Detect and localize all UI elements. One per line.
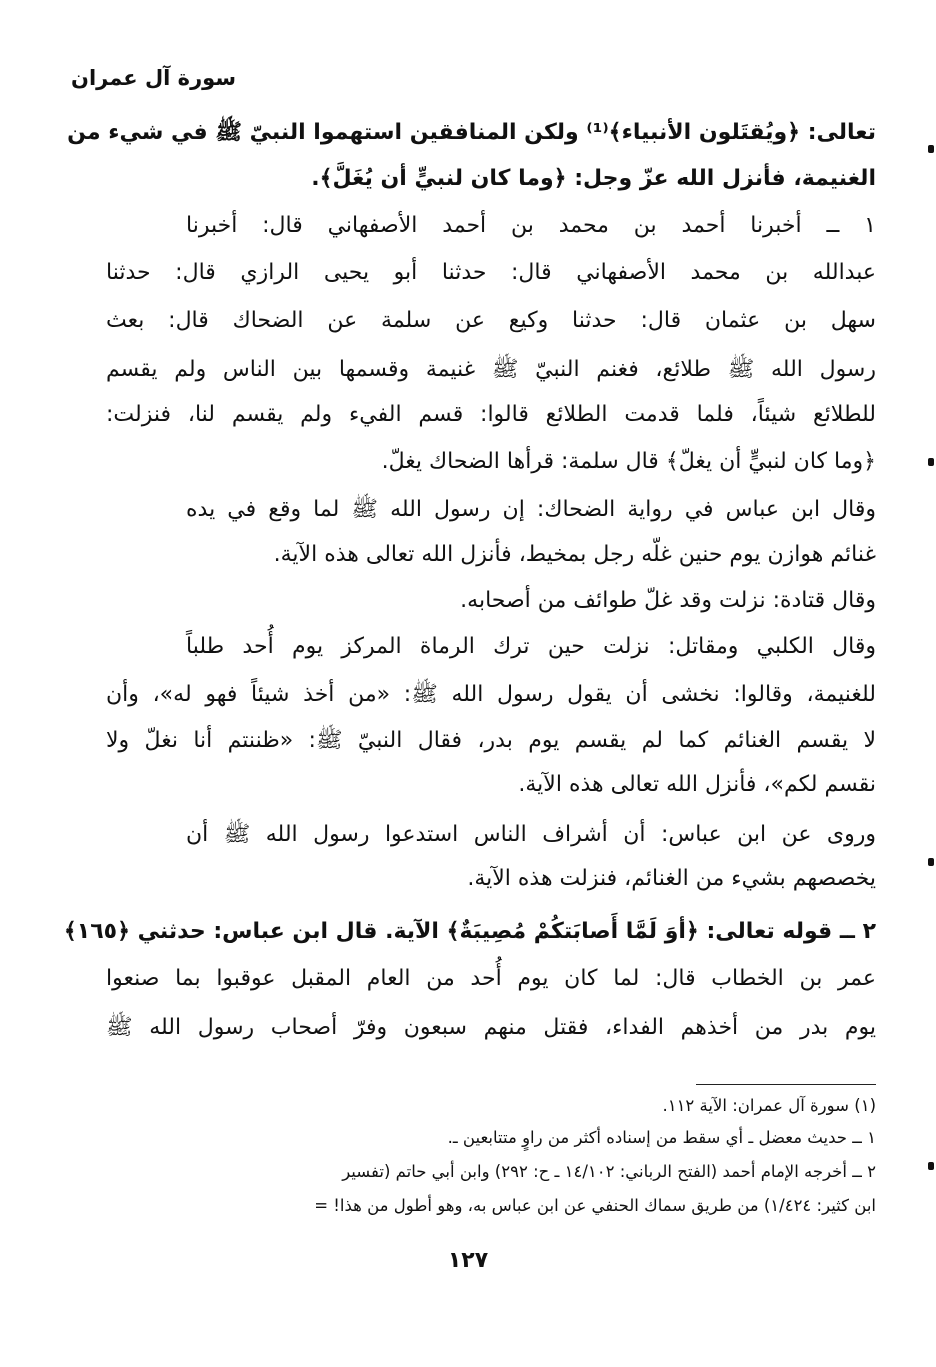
footnote-4: ابن كثير: ١/٤٢٤) من طريق سماك الحنفي عن ابن عباس به، وهو أطول من هذا! = [314, 1196, 876, 1215]
text-line-4: عبدالله بن محمد الأصفهاني قال: حدثنا أبو يحيى الرازي قال: حدثنا [106, 260, 876, 285]
scan-mark [928, 458, 934, 466]
text-line-2: الغنيمة، فأنزل الله عزّ وجل: ﴿وما كان لنبيٍّ أن يُغَلَّ﴾. [311, 166, 876, 191]
text-line-3: ١ ــ أخبرنا أحمد بن محمد بن أحمد الأصفهاني قال: أخبرنا [186, 213, 876, 238]
text-line-7: للطلائع شيئاً، فلما قدمت الطلائع قالوا: قسم الفيء ولم يقسم لنا، فنزلت: [106, 402, 876, 427]
text-line-15: نقسم لكم»، فأنزل الله تعالى هذه الآية. [518, 772, 876, 797]
text-line-14: لا يقسم الغنائم كما لم يقسم يوم بدر، فقال النبيّ ﷺ: «ظننتم أنا نغلّ ولا [106, 728, 876, 753]
text-line-6: رسول الله ﷺ طلائع، فغنم النبيّ ﷺ غنيمة وقسمها بين الناس ولم يقسم [106, 357, 876, 382]
footnote-3: ٢ ــ أخرجه الإمام أحمد (الفتح الرباني: ١٤/١٠٢ ـ ح: ٢٩٢) وابن أبي حاتم (تفسير [342, 1162, 876, 1181]
text-line-20: يوم بدر من أخذهم الفداء، فقتل منهم سبعون وفرّ أصحاب رسول الله ﷺ [106, 1015, 876, 1040]
text-line-11: وقال قتادة: نزلت وقد غلّ طوائف من أصحابه. [460, 588, 876, 613]
footnote-2: ١ ــ حديث معضل ـ أي سقط من إسناده أكثر من راوٍ متتابعين ـ. [447, 1128, 876, 1147]
text-line-18: ٢ ــ قوله تعالى: ﴿أوَ لَمَّا أَصابَتكُمْ مُصِيبَةٌ﴾ الآية. قال ابن عباس: حدثني ﴿١٦٥﴾ [63, 919, 876, 944]
footnote-1: (١) سورة آل عمران: الآية ١١٢. [662, 1096, 876, 1115]
text-line-13: للغنيمة، وقالوا: نخشى أن يقول رسول الله ﷺ: «من أخذ شيئاً فهو له»، وأن [106, 682, 876, 707]
page-number: ١٢٧ [447, 1248, 489, 1273]
scan-mark [928, 1162, 934, 1170]
scan-mark [928, 858, 934, 866]
text-line-19: عمر بن الخطاب قال: لما كان يوم أُحد من العام المقبل عوقبوا بما صنعوا [106, 966, 876, 991]
running-header: سورة آل عمران [71, 66, 236, 90]
text-line-8: ﴿وما كان لنبيٍّ أن يغلّ﴾ قال سلمة: قرأها الضحاك يغلّ. [381, 449, 876, 474]
text-line-12: وقال الكلبي ومقاتل: نزلت حين ترك الرماة المركز يوم أُحد طلباً [186, 634, 876, 659]
scan-mark [928, 145, 934, 153]
text-line-1: تعالى: ﴿ويُقتَلون الأنبياء﴾⁽¹⁾ ولكن المنافقين استهموا النبيّ ﷺ في شيء من [67, 120, 876, 145]
text-line-10: غنائم هوازن يوم حنين غلّه رجل بمخيط، فأنزل الله تعالى هذه الآية. [273, 542, 876, 567]
text-line-16: وروى عن ابن عباس: أن أشراف الناس استدعوا رسول الله ﷺ أن [186, 822, 876, 847]
text-line-5: سهل بن عثمان قال: حدثنا وكيع عن سلمة عن الضحاك قال: بعث [106, 308, 876, 333]
footnote-separator [696, 1084, 876, 1085]
text-line-9: وقال ابن عباس في رواية الضحاك: إن رسول الله ﷺ لما وقع في يده [186, 497, 876, 522]
text-line-17: يخصصهم بشيء من الغنائم، فنزلت هذه الآية. [467, 866, 876, 891]
